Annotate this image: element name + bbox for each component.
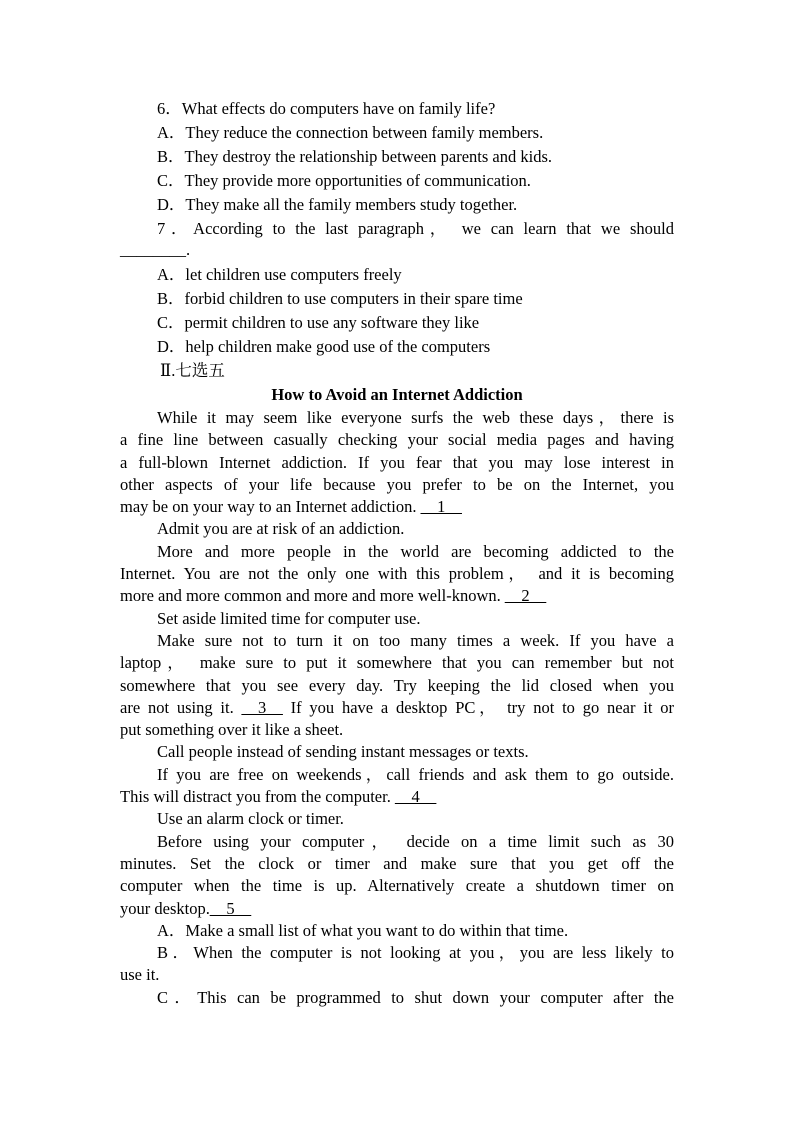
heading-1: Admit you are at risk of an addiction. [157, 519, 405, 539]
passage-p2-line-3 [120, 585, 674, 607]
passage-p3-before-blank: are not using it. [120, 697, 234, 717]
passage-p1-line-2: a fine line between casually checking your social media pages and having [120, 430, 674, 450]
passage-p4-line-2 [120, 786, 674, 808]
passage-p1-line-1: While it may seem like everyone surfs the web these days，there is [157, 408, 674, 427]
passage-p5-line-2: minutes. Set the clock or timer and make sure that you get off the [120, 853, 674, 873]
passage-p3-after-blank: If you have a desktop PC， try not to go near it or [290, 697, 674, 717]
passage-p4-text: This will distract you from the computer. [120, 787, 391, 807]
blank-5: __5__ [209, 898, 252, 918]
question-6-option-b: B．They destroy the relationship between parents and kids. [157, 147, 552, 166]
question-6-option-c: C．They provide more opportunities of communication. [157, 171, 531, 190]
passage-title: How to Avoid an Internet Addiction [271, 385, 523, 404]
passage-p5-line-1: Before using your computer， decide on a time limit such as 30 [157, 831, 674, 851]
section-heading: Ⅱ.七选五 [160, 361, 225, 380]
blank-1: __1__ [420, 497, 462, 517]
passage-p1-line-4: other aspects of your life because you prefer to be on the Internet, you [120, 474, 674, 494]
passage-p1-line-3: a full-blown Internet addiction. If you fear that you may lose interest in [120, 452, 674, 472]
passage-p5-line-4 [120, 898, 674, 920]
passage-p1-text: may be on your way to an Internet addiction. [120, 497, 417, 517]
blank-4: __4__ [394, 787, 437, 807]
passage-p3-line-3: somewhere that you see every day. Try keeping the lid closed when you [120, 675, 674, 695]
passage-p3-line-4 [120, 697, 674, 719]
heading-2: Set aside limited time for computer use. [157, 608, 421, 628]
passage-p4-line-1: If you are free on weekends，call friends and ask them to go outside. [157, 764, 674, 784]
answer-option-b-cont: use it. [120, 965, 160, 985]
passage-p5-line-3: computer when the time is up. Alternatively create a shutdown timer on [120, 876, 674, 896]
question-7-option-a: A．let children use computers freely [157, 265, 402, 284]
passage-p5-text: your desktop. [120, 898, 210, 918]
passage-p3-line-1: Make sure not to turn it on too many times a week. If you have a [157, 630, 674, 650]
passage-p2-line-1: More and more people in the world are becoming addicted to the [157, 541, 674, 561]
passage-p2-line-2: Internet. You are not the only one with this problem， and it is becoming [120, 564, 674, 584]
passage-p3-line-5: put something over it like a sheet. [120, 720, 344, 740]
question-7-option-c: C．permit children to use any software they like [157, 313, 480, 332]
passage-p1-line-5 [120, 496, 674, 518]
answer-option-a: A．Make a small list of what you want to do within that time. [157, 920, 569, 940]
question-6-option-d: D．They make all the family members study together. [157, 195, 518, 214]
answer-option-c: C．This can be programmed to shut down your computer after the [157, 987, 674, 1007]
passage-p2-text: more and more common and more and more well-known. [120, 586, 501, 606]
blank-3: __3__ [241, 697, 283, 717]
question-7-blank: ________. [120, 240, 191, 259]
answer-option-b: B．When the computer is not looking at you，you are less likely to [157, 943, 674, 963]
blank-2: __2__ [504, 586, 547, 606]
heading-4: Use an alarm clock or timer. [157, 809, 344, 829]
heading-3: Call people instead of sending instant messages or texts. [157, 742, 529, 762]
question-6-stem: 6．What effects do computers have on family life? [157, 99, 496, 118]
document-content [120, 97, 674, 1009]
question-7-stem: 7．According to the last paragraph， we can learn that we should [157, 219, 674, 238]
question-7-option-b: B．forbid children to use computers in their spare time [157, 289, 523, 308]
passage-p3-line-2: laptop， make sure to put it somewhere that you can remember but not [120, 653, 674, 673]
question-7-option-d: D．help children make good use of the computers [157, 337, 491, 356]
question-6-option-a: A．They reduce the connection between family members. [157, 123, 544, 142]
